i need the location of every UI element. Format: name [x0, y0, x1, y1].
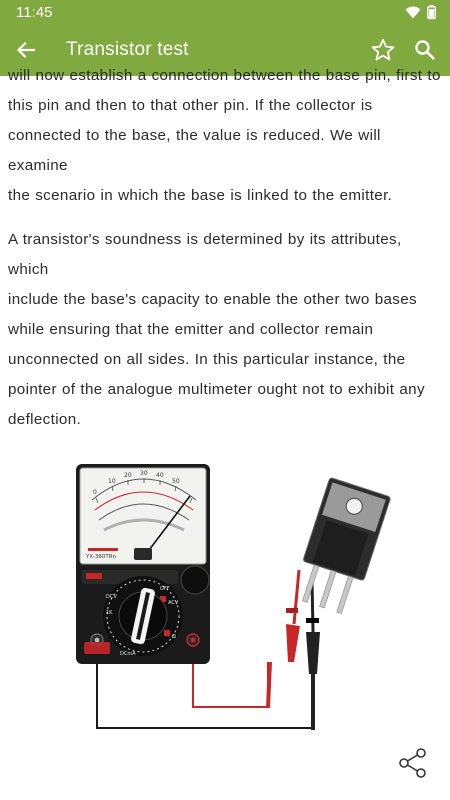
text-line: pointer of the analogue multimeter ought not to exhibit any: [8, 381, 425, 398]
transistor: [291, 477, 391, 617]
text-line: include the base's capacity to enable the other two bases: [8, 291, 417, 308]
wifi-icon: [405, 6, 421, 19]
article-paragraph: [8, 61, 442, 211]
text-line: the scenario in which the base is linked to the emitter.: [8, 187, 393, 204]
red-probe: [266, 570, 300, 708]
dial-label: ACV: [168, 600, 179, 606]
text-line: unconnected on all sides. In this particular instance, the: [8, 351, 406, 368]
scale-label: 50: [172, 478, 180, 485]
article-paragraph: [8, 225, 442, 435]
dial-label: DCV: [106, 594, 117, 600]
multimeter: [76, 464, 210, 664]
star-outline-icon: [370, 37, 396, 63]
share-icon: [397, 747, 429, 779]
multimeter-illustration: [0, 430, 450, 750]
share-button[interactable]: [394, 744, 432, 782]
status-bar: [0, 0, 450, 24]
meter-model: YX-360TRn: [86, 554, 117, 560]
dial-label: Ω: [172, 634, 176, 640]
text-line: A transistor's soundness is determined by its attributes, which: [8, 231, 402, 278]
scale-label: 30: [140, 470, 148, 477]
text-line: connected to the base, the value is reduced. We will examine: [8, 127, 381, 174]
dial-label: OFF: [160, 586, 170, 592]
scale-label: 0: [93, 489, 97, 496]
battery-icon: [427, 5, 436, 19]
scale-label: 20: [124, 472, 132, 479]
text-line: while ensuring that the emitter and collector remain: [8, 321, 374, 338]
text-line: will now establish a connection between the base pin, first to: [8, 67, 441, 84]
article-content: [0, 67, 450, 800]
black-probe: [306, 580, 320, 730]
text-line: this pin and then to that other pin. If the collector is: [8, 97, 373, 114]
status-icons: [405, 5, 436, 19]
text-line: deflection.: [8, 411, 82, 428]
scale-label: 40: [156, 472, 164, 479]
dial-label: DCmA: [120, 651, 136, 657]
back-arrow-icon: [16, 40, 36, 60]
dial-label: 1K: [106, 610, 113, 616]
status-time: 11:45: [16, 3, 53, 21]
scale-label: 10: [108, 478, 116, 485]
page-title: Transistor test: [66, 39, 189, 60]
search-icon: [414, 39, 436, 61]
